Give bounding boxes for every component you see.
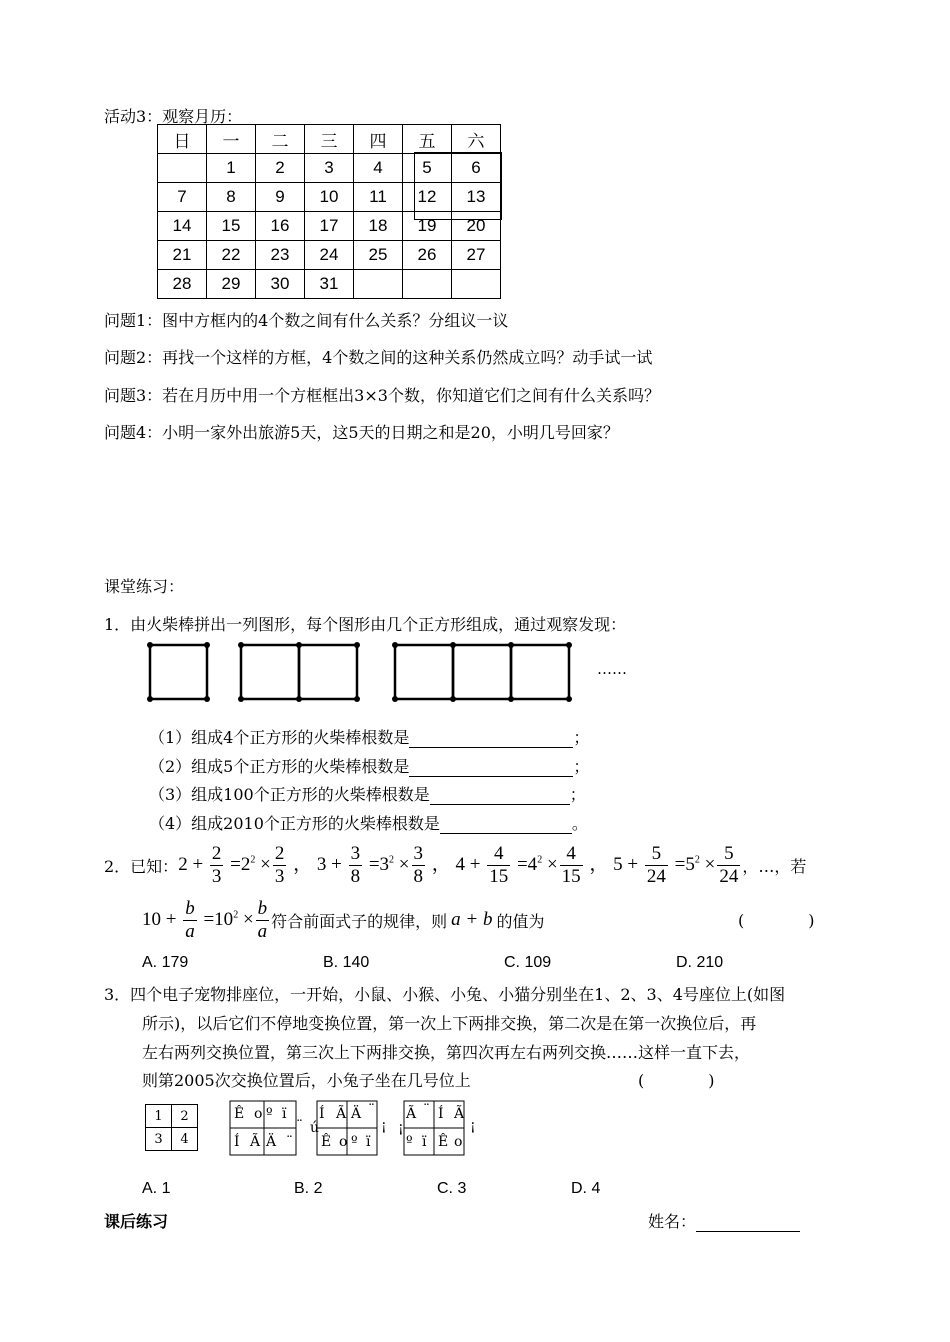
q2-option-c[interactable]: C. 109 [504,954,552,971]
q1-text: 1．由火柴棒拼出一列图形，每个图形由几个正方形组成，通过观察发现： [104,615,627,634]
q3-option-a[interactable]: A. 1 [142,1180,171,1197]
svg-text:¡: ¡ [381,1118,387,1134]
calendar-row [158,241,501,270]
q3-option-b[interactable]: B. 2 [294,1180,323,1197]
q3-option-d[interactable]: D. 4 [571,1180,601,1197]
q2-answer-paren: ( ) [738,911,815,930]
matchstick-figures [140,638,660,708]
seat-cell: 2 [172,1105,198,1128]
calendar-cell: 2 [256,154,305,183]
svg-text:¨: ¨ [296,1118,303,1134]
seat-cell: 4 [172,1128,198,1151]
q2-formula: 2 + $\frac{2}{3}$ $=2^2$ × $\frac{2}{3}$ ， 3 + $\frac{3}{8}$ $=3^2$ × $\frac{3}{8}$ ， 4 + $\frac{4}{15}$ $=4^2$ × $\frac{4}{15}$ ， 5 + $\frac{5}{24}$ $=5^2$ × $\frac{5}{24}$ [178,842,739,887]
after-class-title: 课后练习 [104,1212,169,1231]
question-2: 问题2：再找一个这样的方框，4个数之间的这种关系仍然成立吗？动手试一试 [104,348,653,367]
q1-part-label: （4）组成2010个正方形的火柴棒根数是 [149,814,440,833]
calendar-cell [354,270,403,299]
answer-blank[interactable] [440,814,572,834]
q1-part-end: ； [569,785,586,804]
calendar-header: 日 [158,125,207,154]
calendar-header: 四 [354,125,403,154]
calendar-cell: 11 [354,183,403,212]
calendar-cell: 25 [354,241,403,270]
question-4: 问题4：小明一家外出旅游5天，这5天的日期之和是20，小明几号回家？ [104,423,619,442]
svg-text:º: º [351,1134,358,1150]
calendar-cell [452,270,501,299]
calendar-header: 一 [207,125,256,154]
q1-part-end: ； [573,757,590,776]
calendar-cell: 3 [305,154,354,183]
q2-option-a[interactable]: A. 179 [142,954,189,971]
q3-line-2: 所示)，以后它们不停地变换位置，第一次上下两排交换，第二次是在第一次换位后，再 [142,1014,757,1033]
calendar-cell [158,154,207,183]
svg-text:º: º [406,1134,413,1150]
calendar-row [158,270,501,299]
q3-option-c[interactable]: C. 3 [437,1180,467,1197]
name-field [648,1209,800,1232]
q1-part-2 [149,754,589,777]
q2-line-1 [104,838,806,892]
svg-text:Ê: Ê [438,1134,449,1150]
answer-blank[interactable] [409,728,573,748]
calendar-header: 二 [256,125,305,154]
answer-blank[interactable] [430,785,570,805]
svg-text:Í: Í [234,1134,240,1150]
calendar-header-row [158,125,501,154]
svg-text:o: o [339,1134,348,1150]
q3-line-1: 3．四个电子宠物排座位，一开始，小鼠、小猴、小兔、小猫分别坐在1、2、3、4号座位上(如图 [104,985,786,1004]
q2-option-d[interactable]: D. 210 [676,954,724,971]
calendar-cell: 22 [207,241,256,270]
svg-text:Ã: Ã [336,1106,347,1122]
svg-text:Í: Í [438,1106,444,1122]
practice-title: 课堂练习： [104,577,185,596]
svg-text:Ã: Ã [406,1106,417,1122]
calendar-cell: 16 [256,212,305,241]
calendar-cell: 19 [403,212,452,241]
calendar-header: 六 [452,125,501,154]
ellipsis: …… [597,660,627,678]
seat-diagrams-garbled [226,1096,486,1160]
q1-part-label: （3）组成100个正方形的火柴棒根数是 [149,785,430,804]
calendar-cell: 28 [158,270,207,299]
q1-part-1 [149,725,589,748]
q1-part-end: 。 [571,814,588,833]
calendar-cell: 31 [305,270,354,299]
svg-text:Ê: Ê [321,1134,332,1150]
calendar-cell: 13 [452,183,501,212]
calendar-cell: 5 [403,154,452,183]
q2-line2-text: 符合前面式子的规律，则 [271,911,448,931]
svg-text:º: º [266,1106,273,1122]
name-label: 姓名： [648,1212,697,1231]
calendar-cell: 7 [158,183,207,212]
svg-text:Í: Í [319,1106,325,1122]
calendar-cell: 15 [207,212,256,241]
calendar-cell: 17 [305,212,354,241]
calendar-cell: 6 [452,154,501,183]
calendar-cell: 24 [305,241,354,270]
q1-part-3 [149,782,586,805]
calendar-cell: 30 [256,270,305,299]
calendar-cell: 21 [158,241,207,270]
calendar-cell: 29 [207,270,256,299]
svg-text:¡: ¡ [470,1118,476,1134]
question-3: 问题3：若在月历中用一个方框框出3×3个数，你知道它们之间有什么关系吗？ [104,386,660,405]
svg-text:Ä: Ä [351,1106,362,1122]
svg-text:¡: ¡ [398,1120,404,1136]
calendar-cell: 27 [452,241,501,270]
calendar-cell: 23 [256,241,305,270]
svg-text:ú: ú [310,1120,320,1136]
q2-tail: ，…，若 [742,856,807,876]
q3-answer-paren: ( ) [638,1071,715,1090]
activity-title: 活动3：观察月历： [104,107,243,126]
calendar-header: 三 [305,125,354,154]
q3-line-4: 则第2005次交换位置后，小兔子坐在几号位上 [142,1071,471,1090]
svg-text:ï: ï [422,1134,427,1150]
seat-cell: 1 [146,1105,172,1128]
q2-line2-end: 的值为 [496,911,545,931]
svg-text:ï: ï [282,1106,287,1122]
q1-part-end: ； [573,728,590,747]
seat-cell: 3 [146,1128,172,1151]
calendar-cell: 1 [207,154,256,183]
calendar-cell: 8 [207,183,256,212]
q1-part-label: （2）组成5个正方形的火柴棒根数是 [149,757,410,776]
svg-text:o: o [254,1106,263,1122]
name-input[interactable] [696,1212,800,1232]
calendar-cell: 26 [403,241,452,270]
q2-line-2 [142,893,545,947]
calendar-cell: 10 [305,183,354,212]
highlight-frame [414,152,502,220]
svg-text:¨: ¨ [286,1134,293,1150]
q2-expression: a + b [451,909,493,930]
svg-text:ï: ï [366,1134,371,1150]
svg-text:o: o [454,1134,463,1150]
calendar-cell: 12 [403,183,452,212]
svg-text:Ä: Ä [266,1134,277,1150]
calendar-cell: 4 [354,154,403,183]
calendar-cell: 20 [452,212,501,241]
calendar-cell: 18 [354,212,403,241]
q2-condition: 10 + $\frac{b}{a}$ $=10^2$ × $\frac{b}{a}$ [142,897,268,942]
q3-line-3: 左右两列交换位置，第三次上下两排交换，第四次再左右两列交换……这样一直下去， [142,1043,751,1062]
svg-text:¨: ¨ [368,1102,375,1118]
calendar-cell [403,270,452,299]
calendar-cell: 14 [158,212,207,241]
q1-part-4 [149,811,588,834]
seat-grid [145,1104,198,1151]
question-1: 问题1：图中方框内的4个数之间有什么关系？分组议一议 [104,311,509,330]
svg-text:Ã: Ã [250,1134,261,1150]
calendar-cell: 9 [256,183,305,212]
svg-text:¨: ¨ [423,1102,430,1118]
q2-option-b[interactable]: B. 140 [323,954,370,971]
svg-text:Ê: Ê [234,1106,245,1122]
calendar-header: 五 [403,125,452,154]
svg-text:Ã: Ã [454,1106,465,1122]
q2-lead: 2．已知： [104,856,179,876]
q1-part-label: （1）组成4个正方形的火柴棒根数是 [149,728,410,747]
answer-blank[interactable] [409,757,573,777]
